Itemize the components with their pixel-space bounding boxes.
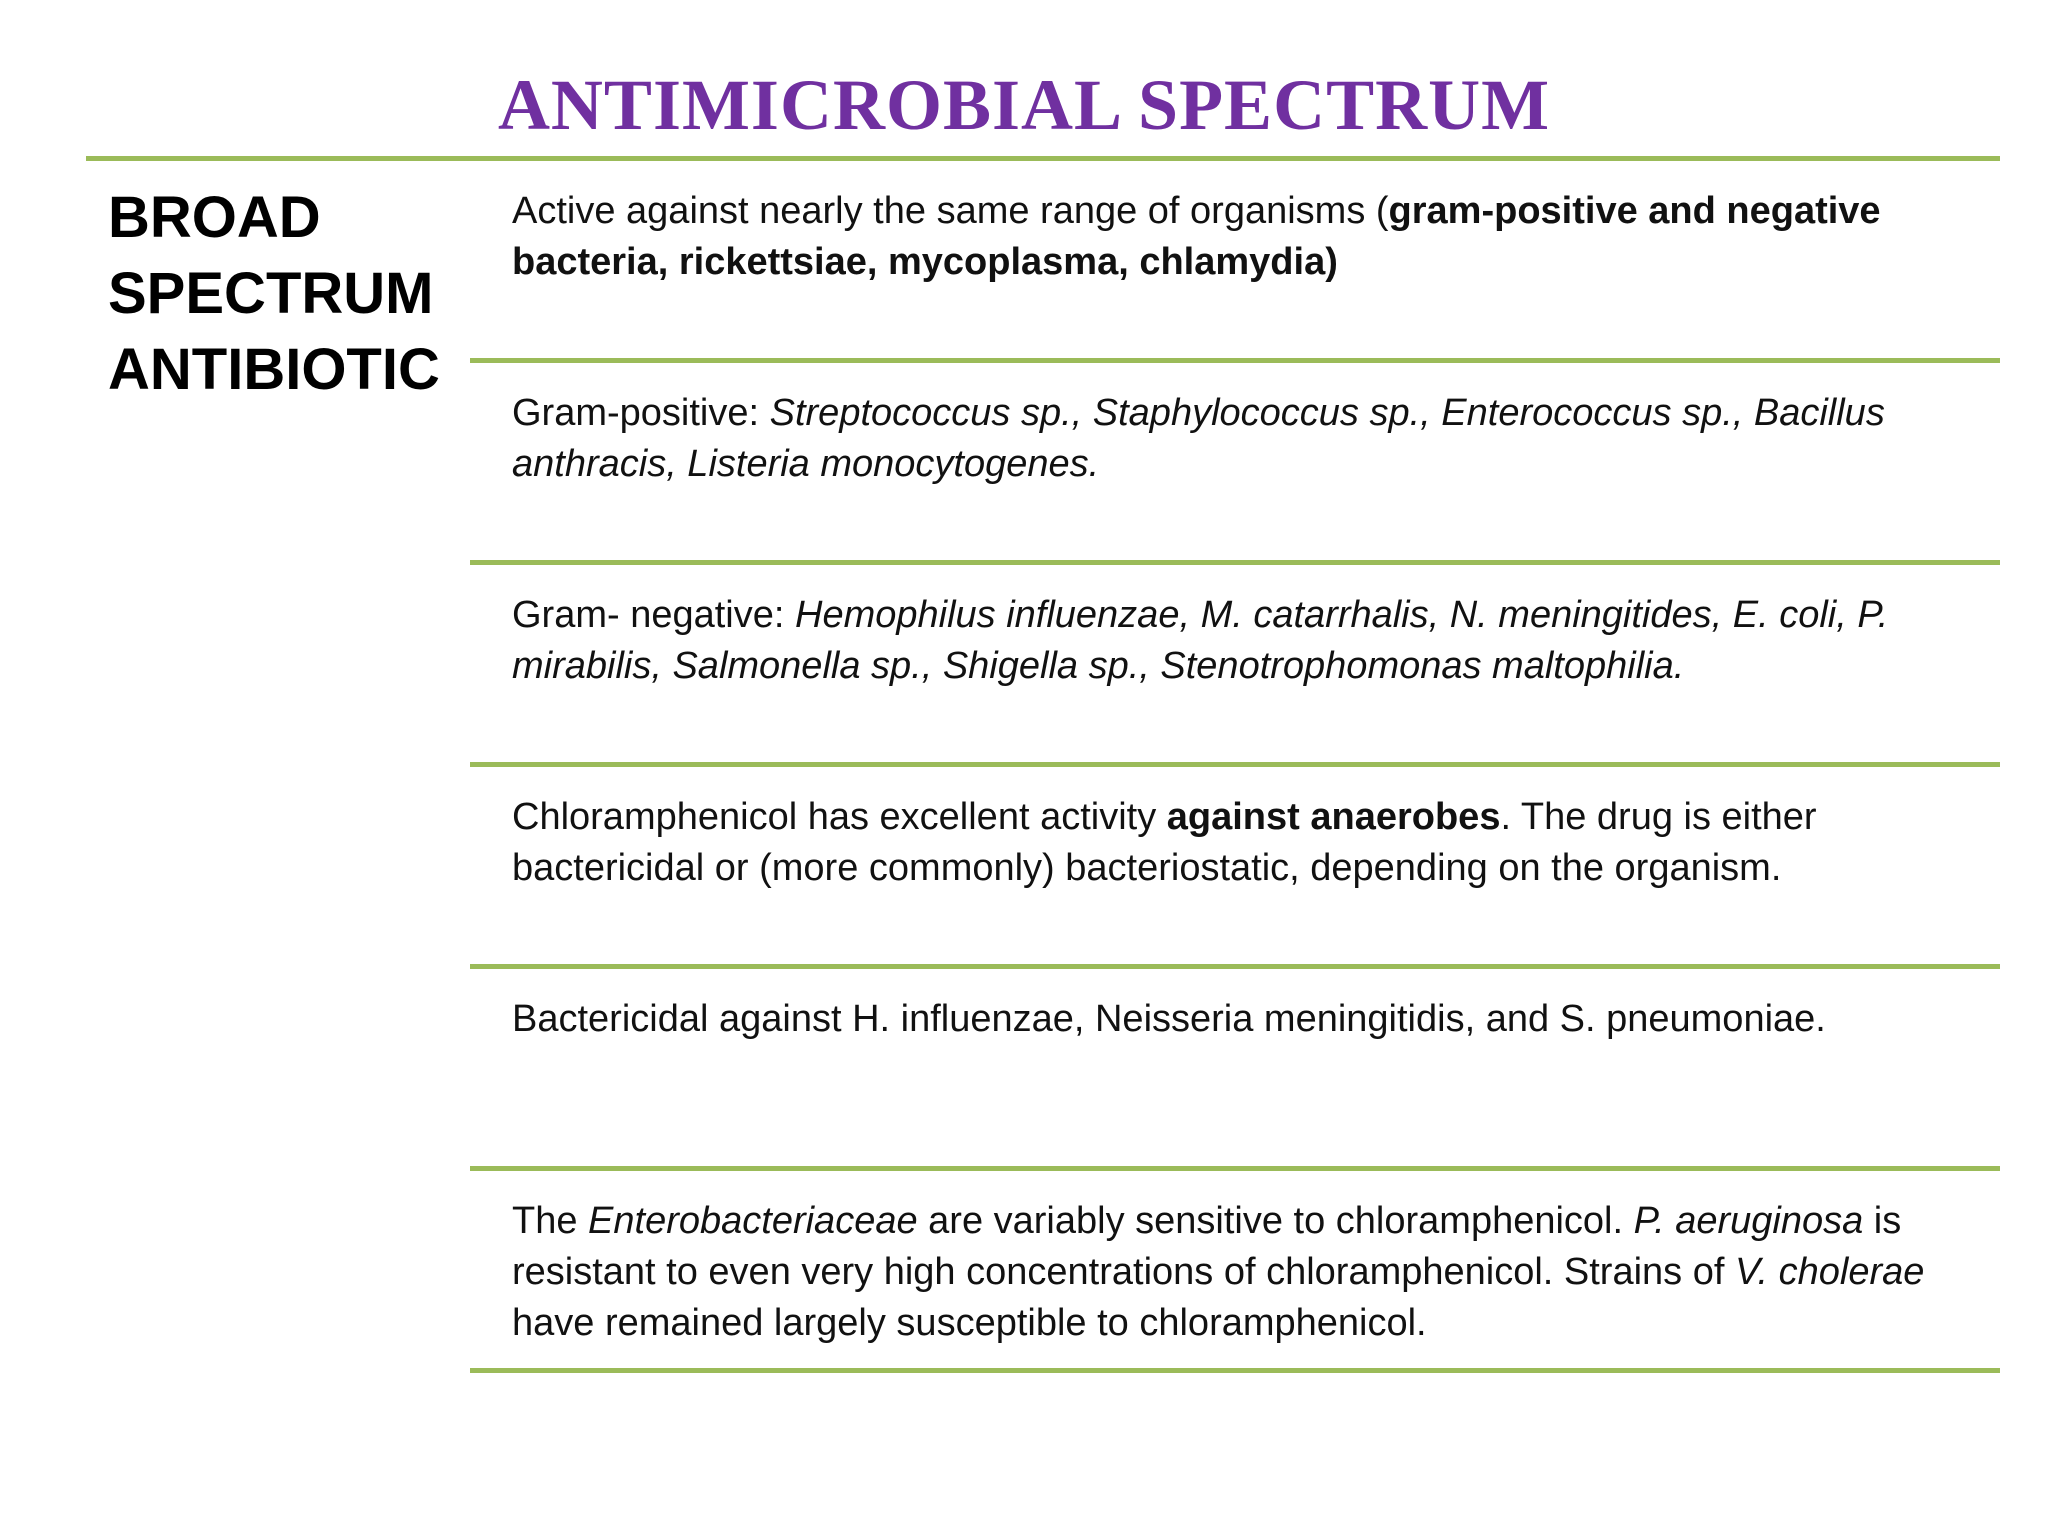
italic-text: V. cholerae [1734, 1251, 1925, 1293]
text-run: Chloramphenicol has excellent activity [512, 796, 1167, 838]
page-title: ANTIMICROBIAL SPECTRUM [497, 65, 1551, 145]
spectrum-row [470, 767, 2000, 969]
text-run: have remained largely susceptible to chloramphenicol. [512, 1302, 1427, 1344]
spectrum-rows [470, 161, 2000, 1373]
bold-text: against anaerobes [1166, 796, 1501, 838]
text-run: Gram- negative: [512, 594, 795, 636]
text-run: is resistant to even very high concentrations of chloramphenicol. Strains of [512, 1200, 1902, 1293]
row-text [512, 388, 1986, 490]
italic-text: Enterobacteriaceae [588, 1200, 918, 1242]
italic-text: Streptococcus sp., Staphylococcus sp., Enterococcus sp., Bacillus anthracis, Listeria monocytogenes. [512, 392, 1885, 485]
text-run: The [512, 1200, 589, 1242]
row-header-line: ANTIBIOTIC [108, 337, 440, 402]
bold-text: gram-positive and negative bacteria, rickettsiae, mycoplasma, chlamydia) [512, 190, 1881, 283]
row-text [512, 590, 1986, 692]
row-text [512, 186, 1986, 288]
spectrum-row [470, 1171, 2000, 1373]
row-header-line: SPECTRUM [108, 261, 434, 326]
spectrum-row [470, 969, 2000, 1171]
italic-text: P. aeruginosa [1633, 1200, 1864, 1242]
italic-text: Hemophilus influenzae, M. catarrhalis, N. meningitides, E. coli, P. mirabilis, Salmonella sp., Shigella sp., Stenotrophomonas maltophilia. [512, 594, 1889, 687]
row-header-line: BROAD [108, 185, 321, 250]
row-text [512, 994, 1986, 1045]
row-text [512, 1196, 1986, 1349]
text-run: Gram-positive: [512, 392, 770, 434]
text-run: are variably sensitive to chloramphenicol. [917, 1200, 1634, 1242]
spectrum-row [470, 565, 2000, 767]
text-run: Active against nearly the same range of organisms ( [512, 190, 1389, 232]
text-run: . The drug is either bactericidal or (more commonly) bacteriostatic, depending on the organism. [512, 796, 1817, 889]
spectrum-row [470, 363, 2000, 565]
row-text [512, 792, 1986, 894]
row-header-label [108, 180, 468, 408]
spectrum-row [470, 161, 2000, 363]
text-run: Bactericidal against H. influenzae, Neisseria meningitidis, and S. pneumoniae. [512, 998, 1826, 1040]
